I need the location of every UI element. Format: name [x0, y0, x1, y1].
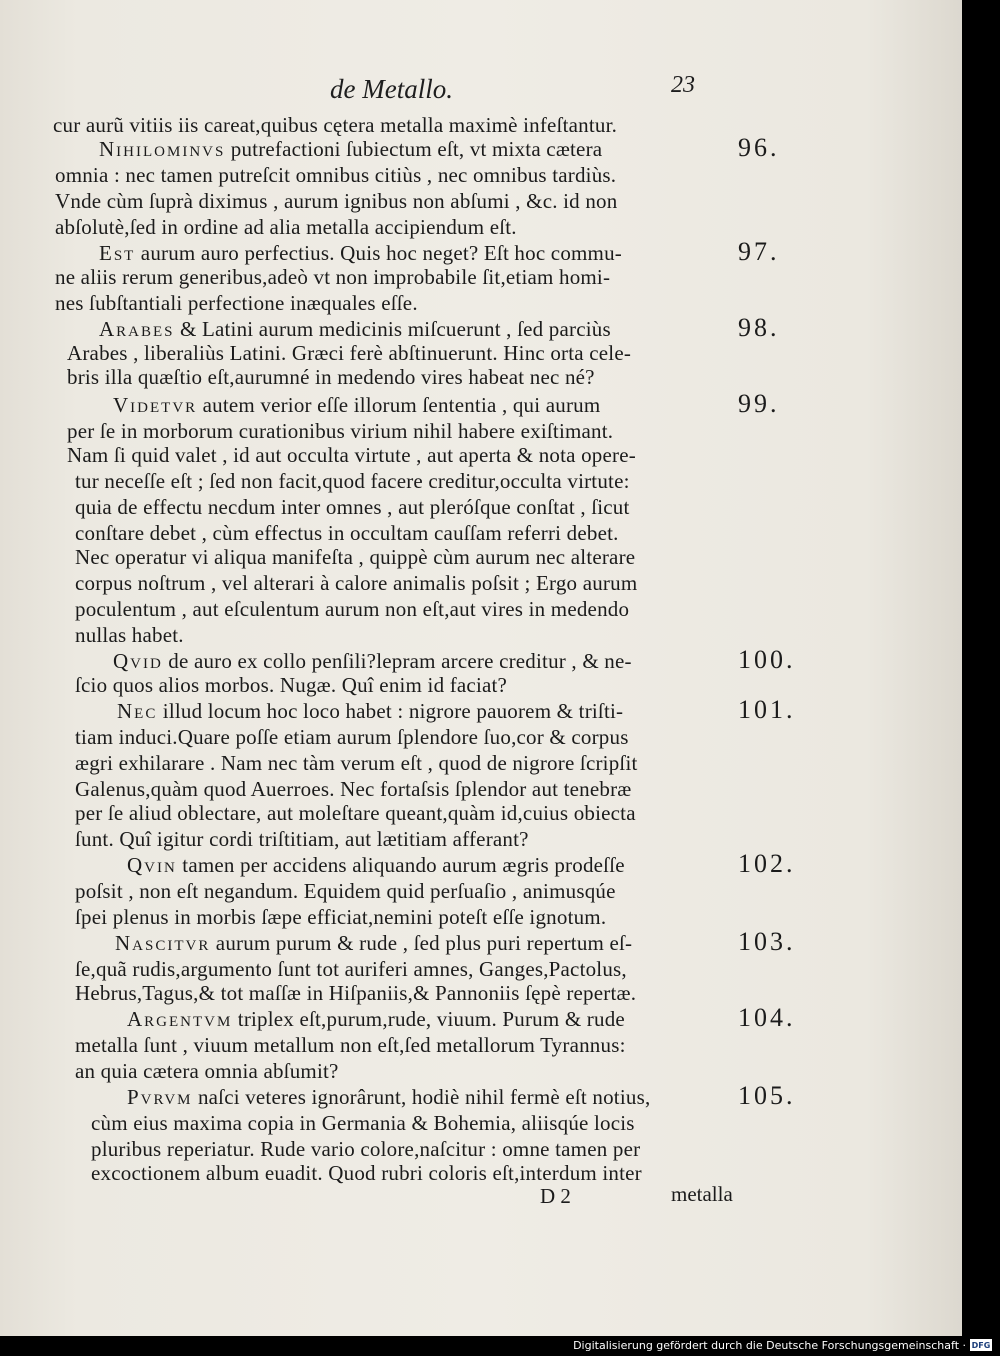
paragraph-number: 104.	[738, 1003, 796, 1032]
paragraph-number: 99.	[738, 389, 780, 418]
line-text: autem verior eſſe illorum ſententia , qui aurum	[197, 393, 601, 417]
footer-text: Digitalisierung gefördert durch die Deutsche Forschungsgemeinschaft ·	[573, 1338, 966, 1352]
paragraph-lead-word: Qvin	[127, 853, 177, 877]
text-line	[75, 827, 529, 852]
line-text: Nam ſi quid valet , id aut occulta virtute , aut aperta & nota opere-	[67, 443, 636, 467]
text-line	[117, 699, 623, 724]
line-text: corpus noſtrum , vel alterari à calore animalis poſsit ; Ergo aurum	[75, 571, 638, 595]
paragraph-lead-word: Arabes	[99, 317, 175, 341]
paragraph-lead-word: Nascitvr	[115, 931, 211, 955]
paragraph-number: 105.	[738, 1081, 796, 1110]
text-line	[75, 777, 632, 802]
text-line	[55, 163, 616, 188]
paragraph-lead-word: Qvid	[113, 649, 163, 673]
line-text: Arabes , liberaliùs Latini. Græci ferè abſtinuerunt. Hinc orta cele-	[67, 341, 632, 365]
line-text: ſcio quos alios morbos. Nugæ. Quî enim id faciat?	[75, 673, 508, 697]
line-text: de auro ex collo penſili?lepram arcere creditur , & ne-	[162, 649, 632, 673]
line-text: putrefactioni ſubiectum eſt, vt mixta cætera	[225, 137, 603, 161]
page-number: 23	[671, 72, 695, 98]
text-line	[113, 393, 600, 418]
line-text: poſsit , non eſt negandum. Equidem quid perſuaſio , animusqúe	[75, 879, 616, 903]
text-line	[75, 751, 638, 776]
text-line	[67, 419, 613, 444]
line-text: Nec operatur vi aliqua manifeſta , quippè cùm aurum nec alterare	[75, 545, 636, 569]
text-line	[67, 443, 636, 468]
line-text: illud locum hoc loco habet : nigrore pauorem & triſti-	[157, 699, 624, 723]
line-text: excoctionem album euadit. Quod rubri coloris eſt,interdum inter	[91, 1161, 642, 1185]
line-text: ſe,quã rudis,argumento ſunt tot auriferi amnes, Ganges,Pactolus,	[75, 957, 627, 981]
line-text: ægri exhilarare . Nam nec tàm verum eſt , quod de nigrore ſcripſit	[75, 751, 638, 775]
line-text: tamen per accidens aliquando aurum ægris prodeſſe	[176, 853, 625, 877]
text-line	[127, 853, 625, 878]
line-text: metalla ſunt , viuum metallum non eſt,ſed metallorum Tyrannus:	[75, 1033, 626, 1057]
text-line	[91, 1161, 642, 1186]
paragraph-lead-word: Pvrvm	[127, 1085, 193, 1109]
text-line	[75, 469, 630, 494]
footer-credit	[573, 1336, 992, 1354]
text-line	[99, 317, 611, 342]
text-line	[115, 931, 632, 956]
line-text: nullas habet.	[75, 623, 184, 647]
line-text: aurum purum & rude , ſed plus puri repertum eſ-	[210, 931, 633, 955]
text-line	[75, 801, 636, 826]
text-line	[127, 1007, 625, 1032]
text-line	[75, 673, 507, 698]
text-line	[75, 571, 637, 596]
text-line	[75, 1059, 339, 1084]
text-line	[75, 597, 629, 622]
text-line	[91, 1111, 635, 1136]
paragraph-lead-word: Nihilominvs	[99, 137, 226, 161]
text-line	[75, 905, 606, 930]
paragraph-number: 101.	[738, 695, 796, 724]
text-line	[75, 725, 629, 750]
text-line	[75, 545, 635, 570]
line-text: conſtare debet , cùm effectus in occultam cauſſam referri debet.	[75, 521, 619, 545]
line-text: aurum auro perfectius. Quis hoc neget? Eſt hoc commu-	[135, 241, 622, 265]
line-text: poculentum , aut eſculentum aurum non eſt,aut vires in medendo	[75, 597, 630, 621]
paragraph-number: 98.	[738, 313, 780, 342]
catchword: metalla	[671, 1182, 733, 1206]
text-line	[127, 1085, 650, 1110]
line-text: per ſe in morborum curationibus virium nihil habere exiſtimant.	[67, 419, 614, 443]
line-text: an quia cætera omnia abſumit?	[75, 1059, 339, 1083]
paragraph-number: 97.	[738, 237, 780, 266]
line-text: cùm eius maxima copia in Germania & Bohemia, aliisqúe locis	[91, 1111, 635, 1135]
paragraph-number: 102.	[738, 849, 796, 878]
line-text: pluribus reperiatur. Rude vario colore,naſcitur : omne tamen per	[91, 1137, 641, 1161]
line-text: Vnde cùm ſuprà diximus , aurum ignibus non abſumi , &c. id non	[55, 189, 618, 213]
text-line	[113, 649, 632, 674]
text-line	[67, 365, 595, 390]
line-text: tiam induci.Quare poſſe etiam aurum ſplendore ſuo,cor & corpus	[75, 725, 629, 749]
paragraph-lead-word: Argentvm	[127, 1007, 233, 1031]
paragraph-number: 100.	[738, 645, 796, 674]
text-line	[99, 241, 622, 266]
line-text: ſunt. Quî igitur cordi triſtitiam, aut lætitiam afferant?	[75, 827, 529, 851]
text-line	[75, 1033, 626, 1058]
signature-mark: D 2	[540, 1184, 571, 1208]
line-text: triplex eſt,purum,rude, viuum. Purum & rude	[232, 1007, 625, 1031]
paragraph-number: 96.	[738, 133, 780, 162]
text-line	[55, 215, 517, 240]
line-text: nes ſubſtantiali perfectione inæquales eſſe.	[55, 291, 418, 315]
line-text: omnia : nec tamen putreſcit omnibus citiùs , nec omnibus tardiùs.	[55, 163, 617, 187]
text-line	[75, 957, 627, 982]
line-text: ſpei plenus in morbis ſæpe efficiat,nemini poteſt eſſe ignotum.	[75, 905, 607, 929]
text-line	[55, 291, 418, 316]
dfg-logo-icon: DFG	[971, 1340, 991, 1350]
paragraph-lead-word: Nec	[117, 699, 158, 723]
line-text: cur aurũ vitiis iis careat,quibus cętera metalla maximè infeſtantur.	[53, 113, 618, 137]
running-title: de Metallo.	[330, 74, 453, 104]
text-line	[67, 341, 631, 366]
line-text: quia de effectu necdum inter omnes , aut pleróſque conſtat , ſicut	[75, 495, 630, 519]
line-text: ne aliis rerum generibus,adeò vt non improbabile ſit,etiam homi-	[55, 265, 611, 289]
text-line	[75, 879, 616, 904]
line-text: & Latini aurum medicinis miſcuerunt , ſed parciùs	[174, 317, 611, 341]
paragraph-lead-word: Videtvr	[113, 393, 198, 417]
text-line	[53, 113, 617, 138]
line-text: Galenus,quàm quod Auerroes. Nec fortaſsis ſplendor aut tenebræ	[75, 777, 632, 801]
line-text: naſci veteres ignorârunt, hodiè nihil fermè eſt notius,	[192, 1085, 651, 1109]
line-text: bris illa quæſtio eſt,aurumné in medendo vires habeat nec né?	[67, 365, 595, 389]
paragraph-number: 103.	[738, 927, 796, 956]
text-line	[75, 623, 184, 648]
text-line	[75, 981, 636, 1006]
text-line	[99, 137, 602, 162]
text-line	[75, 521, 619, 546]
line-text: tur neceſſe eſt ; ſed non facit,quod facere creditur,occulta virtute:	[75, 469, 630, 493]
text-line	[55, 265, 610, 290]
line-text: per ſe aliud oblectare, aut moleſtare queant,quàm id,cuius obiecta	[75, 801, 636, 825]
paragraph-lead-word: Est	[99, 241, 136, 265]
text-line	[75, 495, 630, 520]
text-line	[91, 1137, 640, 1162]
line-text: Hebrus,Tagus,& tot maſſæ in Hiſpaniis,& Pannoniis ſępè repertæ.	[75, 981, 637, 1005]
text-line	[55, 189, 617, 214]
line-text: abſolutè,ſed in ordine ad alia metalla accipiendum eſt.	[55, 215, 517, 239]
